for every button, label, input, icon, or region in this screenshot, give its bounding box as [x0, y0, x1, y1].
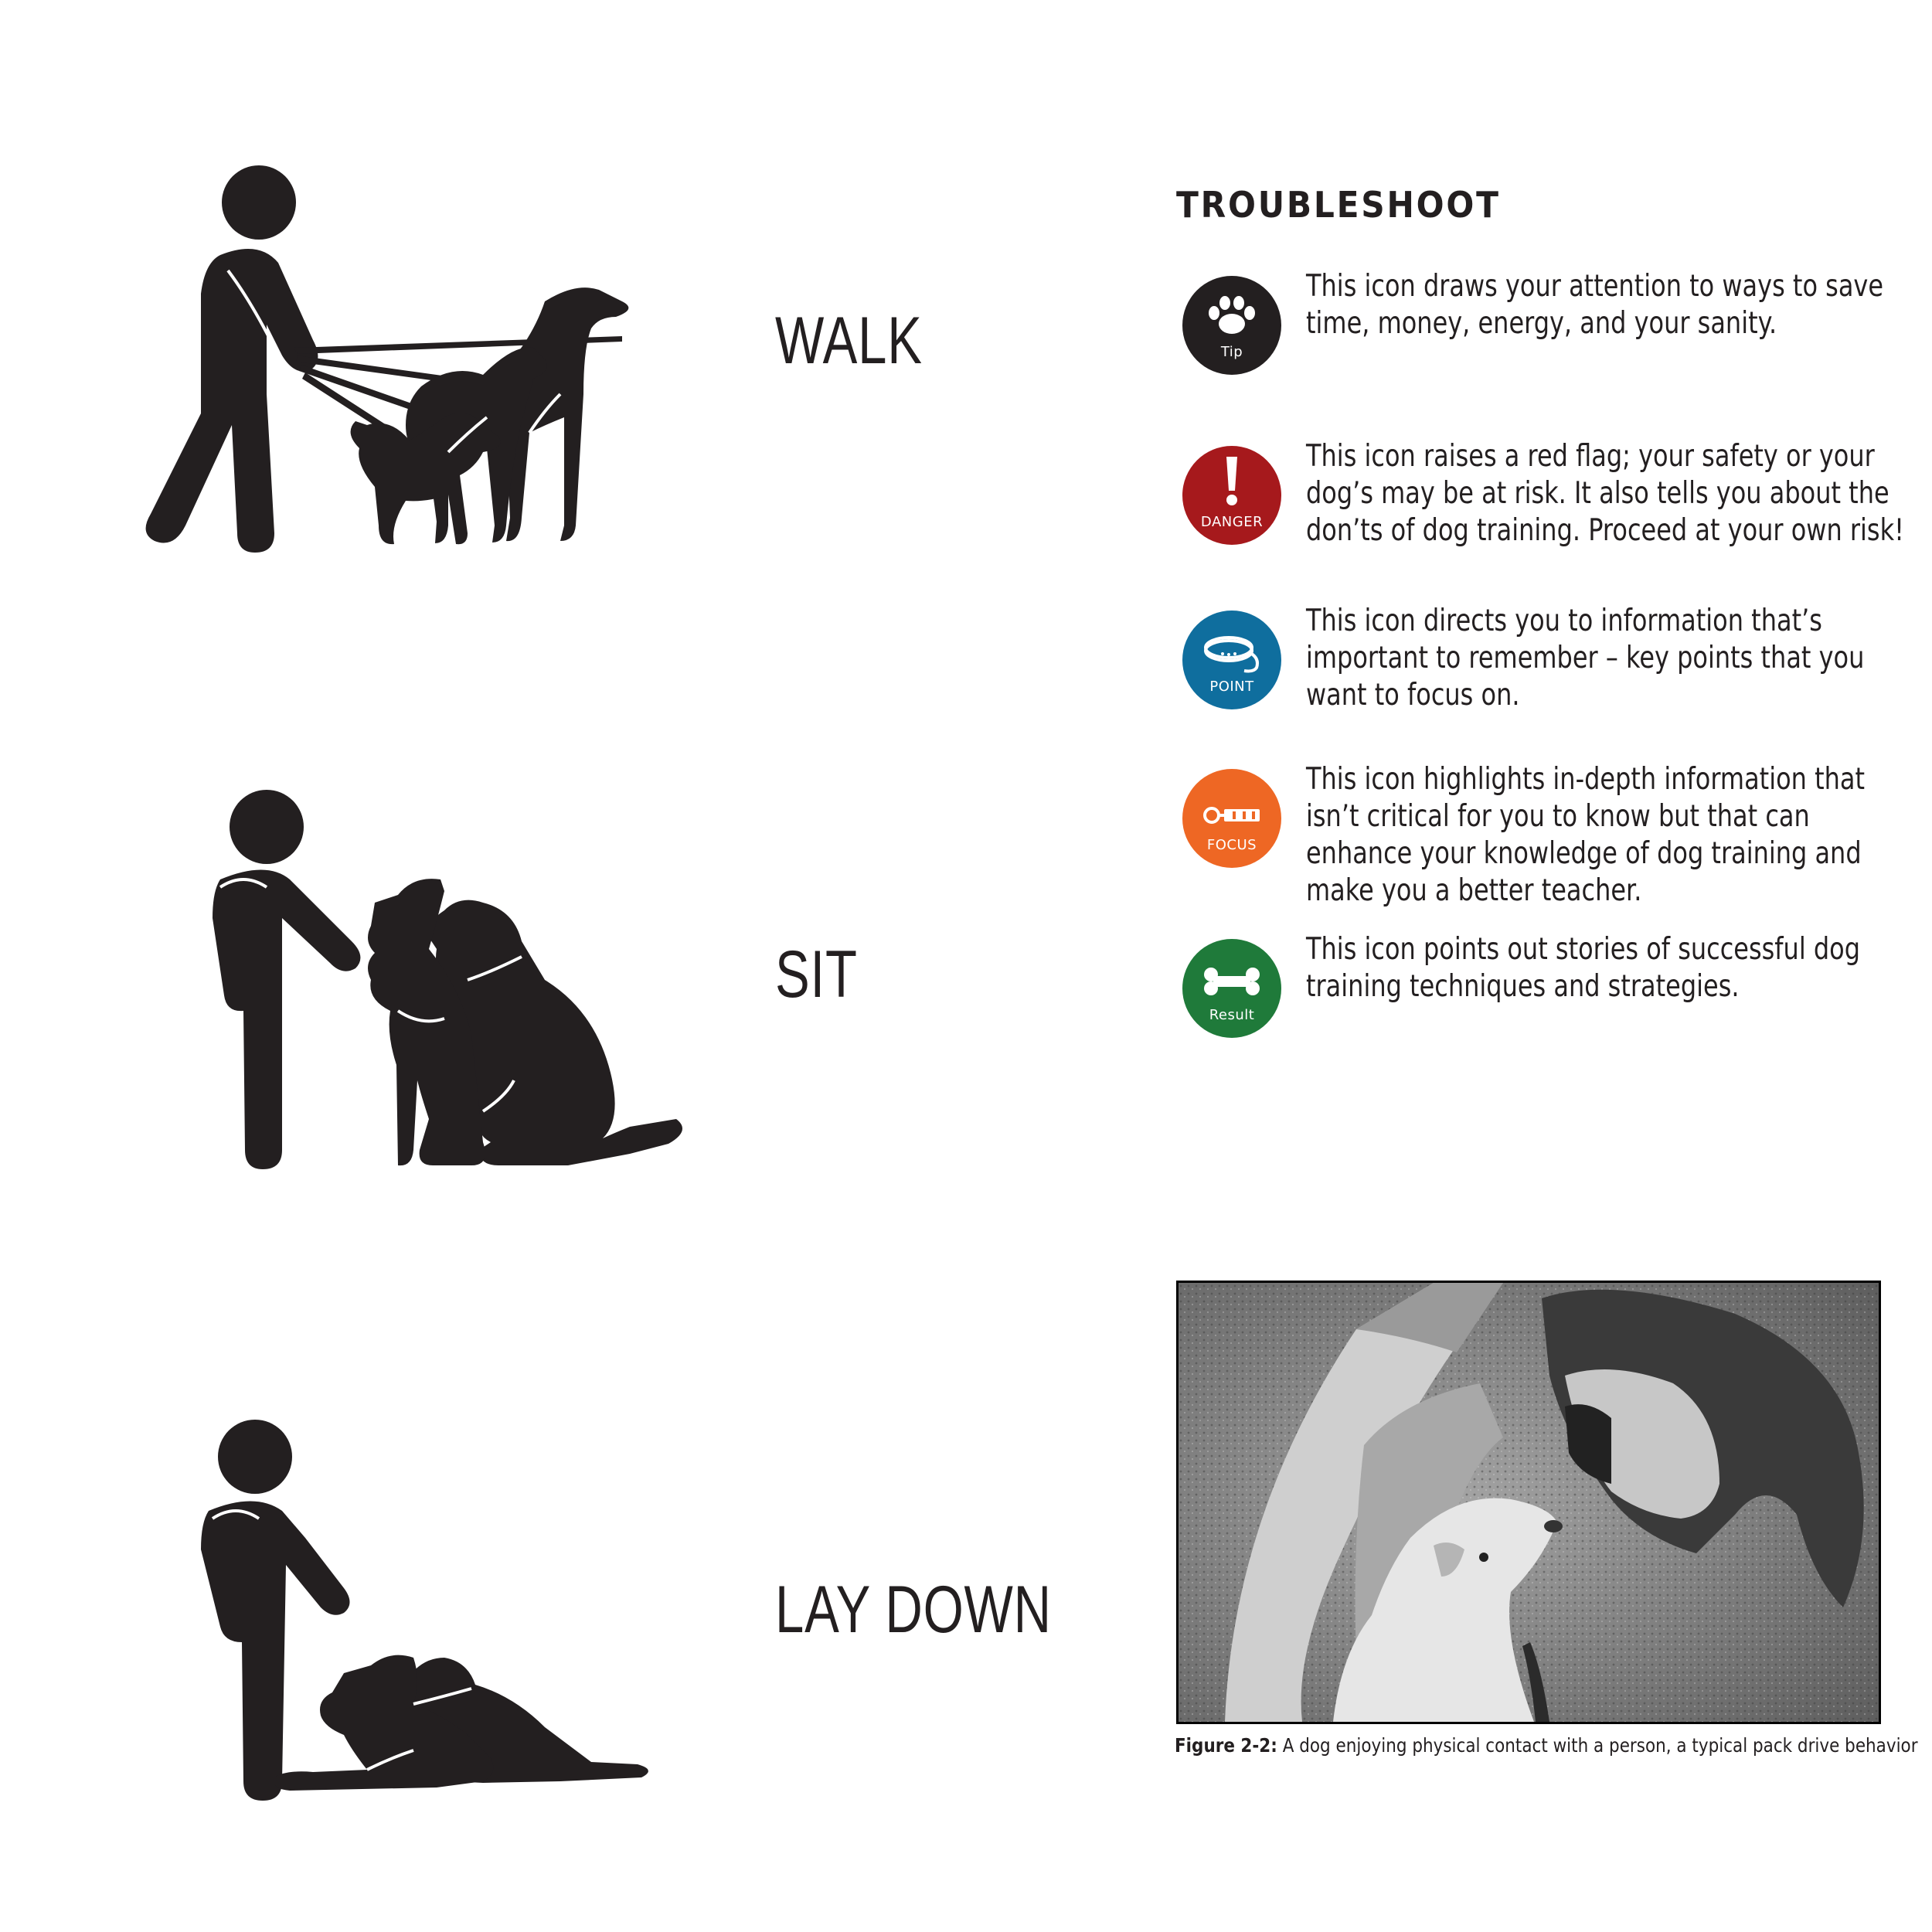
- result-badge: [1182, 939, 1281, 1038]
- danger-description: This icon raises a red flag; your safety or your dog’s may be at risk. It also tells you about the don’ts of dog training. Proceed at your own risk!: [1306, 439, 1904, 548]
- command-label-sit: SIT: [775, 937, 858, 1012]
- person-walking-three-dogs-icon: [143, 162, 730, 564]
- focus-badge-label: FOCUS: [1206, 837, 1257, 853]
- legend-item-tip: [1182, 269, 1917, 400]
- command-label-lay-down: LAY DOWN: [775, 1573, 1052, 1647]
- figure-caption: [1175, 1734, 1918, 1757]
- focus-badge: [1182, 769, 1281, 868]
- figure-caption-text: A dog enjoying physical contact with a person, a typical pack drive behavior: [1282, 1734, 1918, 1757]
- figure-label: Figure 2-2:: [1175, 1734, 1277, 1757]
- result-description: This icon points out stories of successful dog training techniques and strategies.: [1306, 932, 1861, 1004]
- tip-badge-label: Tip: [1220, 344, 1243, 360]
- point-badge: [1182, 611, 1281, 709]
- result-badge-label: Result: [1209, 1007, 1255, 1023]
- legend-item-focus: [1182, 762, 1917, 908]
- point-badge-label: POINT: [1209, 679, 1254, 695]
- tip-description: This icon draws your attention to ways to save time, money, energy, and your sanity.: [1306, 269, 1884, 341]
- danger-badge: [1182, 446, 1281, 545]
- woman-kissing-puppy-photo: [1176, 1281, 1881, 1724]
- tip-badge: [1182, 276, 1281, 375]
- person-with-two-lying-dogs-icon: [158, 1418, 668, 1804]
- point-description: This icon directs you to information that’s important to remember – key points that you want to focus on.: [1306, 604, 1865, 713]
- command-label-walk: WALK: [775, 304, 923, 378]
- troubleshoot-title: TROUBLESHOOT: [1176, 184, 1501, 226]
- person-with-two-sitting-dogs-icon: [166, 787, 707, 1173]
- focus-description: This icon highlights in-depth information that isn’t critical for you to know but that can enhance your knowledge of dog training and make you a better teacher.: [1306, 762, 1866, 908]
- legend-item-result: [1182, 932, 1917, 1063]
- danger-badge-label: DANGER: [1200, 514, 1264, 530]
- legend-item-point: [1182, 604, 1917, 734]
- legend-item-danger: [1182, 439, 1917, 570]
